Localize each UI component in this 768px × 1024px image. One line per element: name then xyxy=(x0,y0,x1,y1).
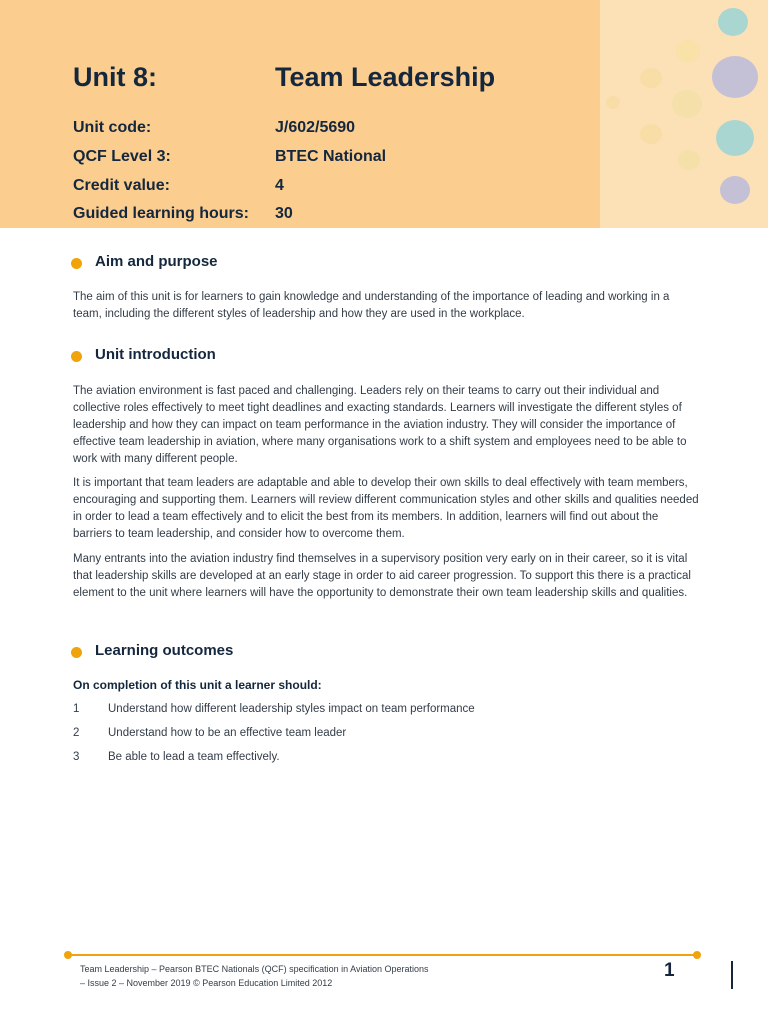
decorative-dot xyxy=(718,8,748,36)
meta-label: QCF Level 3: xyxy=(73,148,171,165)
meta-guided-hours xyxy=(73,205,293,223)
meta-unit-code xyxy=(73,119,356,137)
outcome-number: 2 xyxy=(73,727,80,739)
meta-value: 4 xyxy=(275,177,284,194)
decorative-dot xyxy=(720,176,750,204)
footer-vertical-rule xyxy=(731,961,733,989)
decorative-dot xyxy=(672,90,702,118)
meta-credit-value xyxy=(73,177,284,195)
footer-dot-right xyxy=(693,951,701,959)
outcome-text: Understand how to be an effective team leader xyxy=(108,727,347,739)
decorative-dot xyxy=(712,56,758,98)
aim-text: The aim of this unit is for learners to gain knowledge and understanding of the importance of leading and working in a team, including the different styles of leadership and how they are used in the workplace. xyxy=(73,291,670,320)
footer-text xyxy=(80,962,580,990)
header-band xyxy=(0,0,768,228)
aim-heading xyxy=(73,253,218,270)
outcome-number: 1 xyxy=(73,703,80,715)
decorative-dot xyxy=(606,96,620,109)
intro-heading xyxy=(73,346,216,363)
bullet-icon xyxy=(71,647,82,658)
unit-number: Unit 8: xyxy=(73,62,157,92)
aim-heading-text: Aim and purpose xyxy=(95,253,218,270)
bullet-icon xyxy=(71,258,82,269)
meta-value: J/602/5690 xyxy=(275,119,356,136)
footer-line-1: Team Leadership – Pearson BTEC Nationals (QCF) specification in Aviation Operations xyxy=(80,964,429,974)
decorative-dot xyxy=(716,120,754,156)
intro-paragraph-1: The aviation environment is fast paced and challenging. Leaders rely on their teams to carry out their individual and collective roles effectively to meet tight deadlines and exacting standards. Learners will investigate the different styles of leadership and how they can impact on team performance in the aviation industry. They will consider the importance of effective team leadership in aviation, where many organisations work to a shift system and employees need to be able to work with many different people. xyxy=(73,385,687,465)
decorative-dot xyxy=(640,68,662,88)
outcome-item xyxy=(73,703,475,715)
meta-label: Credit value: xyxy=(73,177,170,194)
decorative-dot xyxy=(676,40,700,62)
footer-divider xyxy=(68,954,698,956)
outcomes-heading xyxy=(73,642,233,659)
meta-value: 30 xyxy=(275,205,293,222)
outcome-item xyxy=(73,751,280,763)
meta-qcf-level xyxy=(73,148,387,166)
intro-paragraph-2: It is important that team leaders are adaptable and able to develop their own skills to deal effectively with team members, encouraging and supporting them. Learners will review different communication styles and other skills and qualities needed in order to lead a team effectively and to elicit the best from its members. In addition, learners will find out about the barriers to team leadership, and consider how to overcome them. xyxy=(73,477,699,540)
outcome-text: Be able to lead a team effectively. xyxy=(108,751,280,763)
page-number: 1 xyxy=(664,960,675,981)
outcome-number: 3 xyxy=(73,751,80,763)
outcomes-heading-text: Learning outcomes xyxy=(95,642,234,659)
outcome-text: Understand how different leadership styles impact on team performance xyxy=(108,703,475,715)
unit-title: Team Leadership xyxy=(275,62,496,92)
meta-value: BTEC National xyxy=(275,148,387,165)
outcomes-intro: On completion of this unit a learner should: xyxy=(73,678,322,692)
intro-paragraph-3: Many entrants into the aviation industry find themselves in a supervisory position very early on in their career, so it is vital that leadership skills are developed at an early stage in order to aid career progression. To support this there is a practical element to the unit where learners will have the opportunity to demonstrate their own team leadership skills and qualities. xyxy=(73,553,691,599)
decorative-dot xyxy=(640,124,662,144)
footer-line-2: – Issue 2 – November 2019 © Pearson Education Limited 2012 xyxy=(80,978,333,988)
meta-label: Unit code: xyxy=(73,119,152,136)
bullet-icon xyxy=(71,351,82,362)
outcome-item xyxy=(73,727,346,739)
footer-dot-left xyxy=(64,951,72,959)
intro-heading-text: Unit introduction xyxy=(95,346,216,363)
decorative-dot xyxy=(678,150,700,170)
meta-label: Guided learning hours: xyxy=(73,205,250,222)
